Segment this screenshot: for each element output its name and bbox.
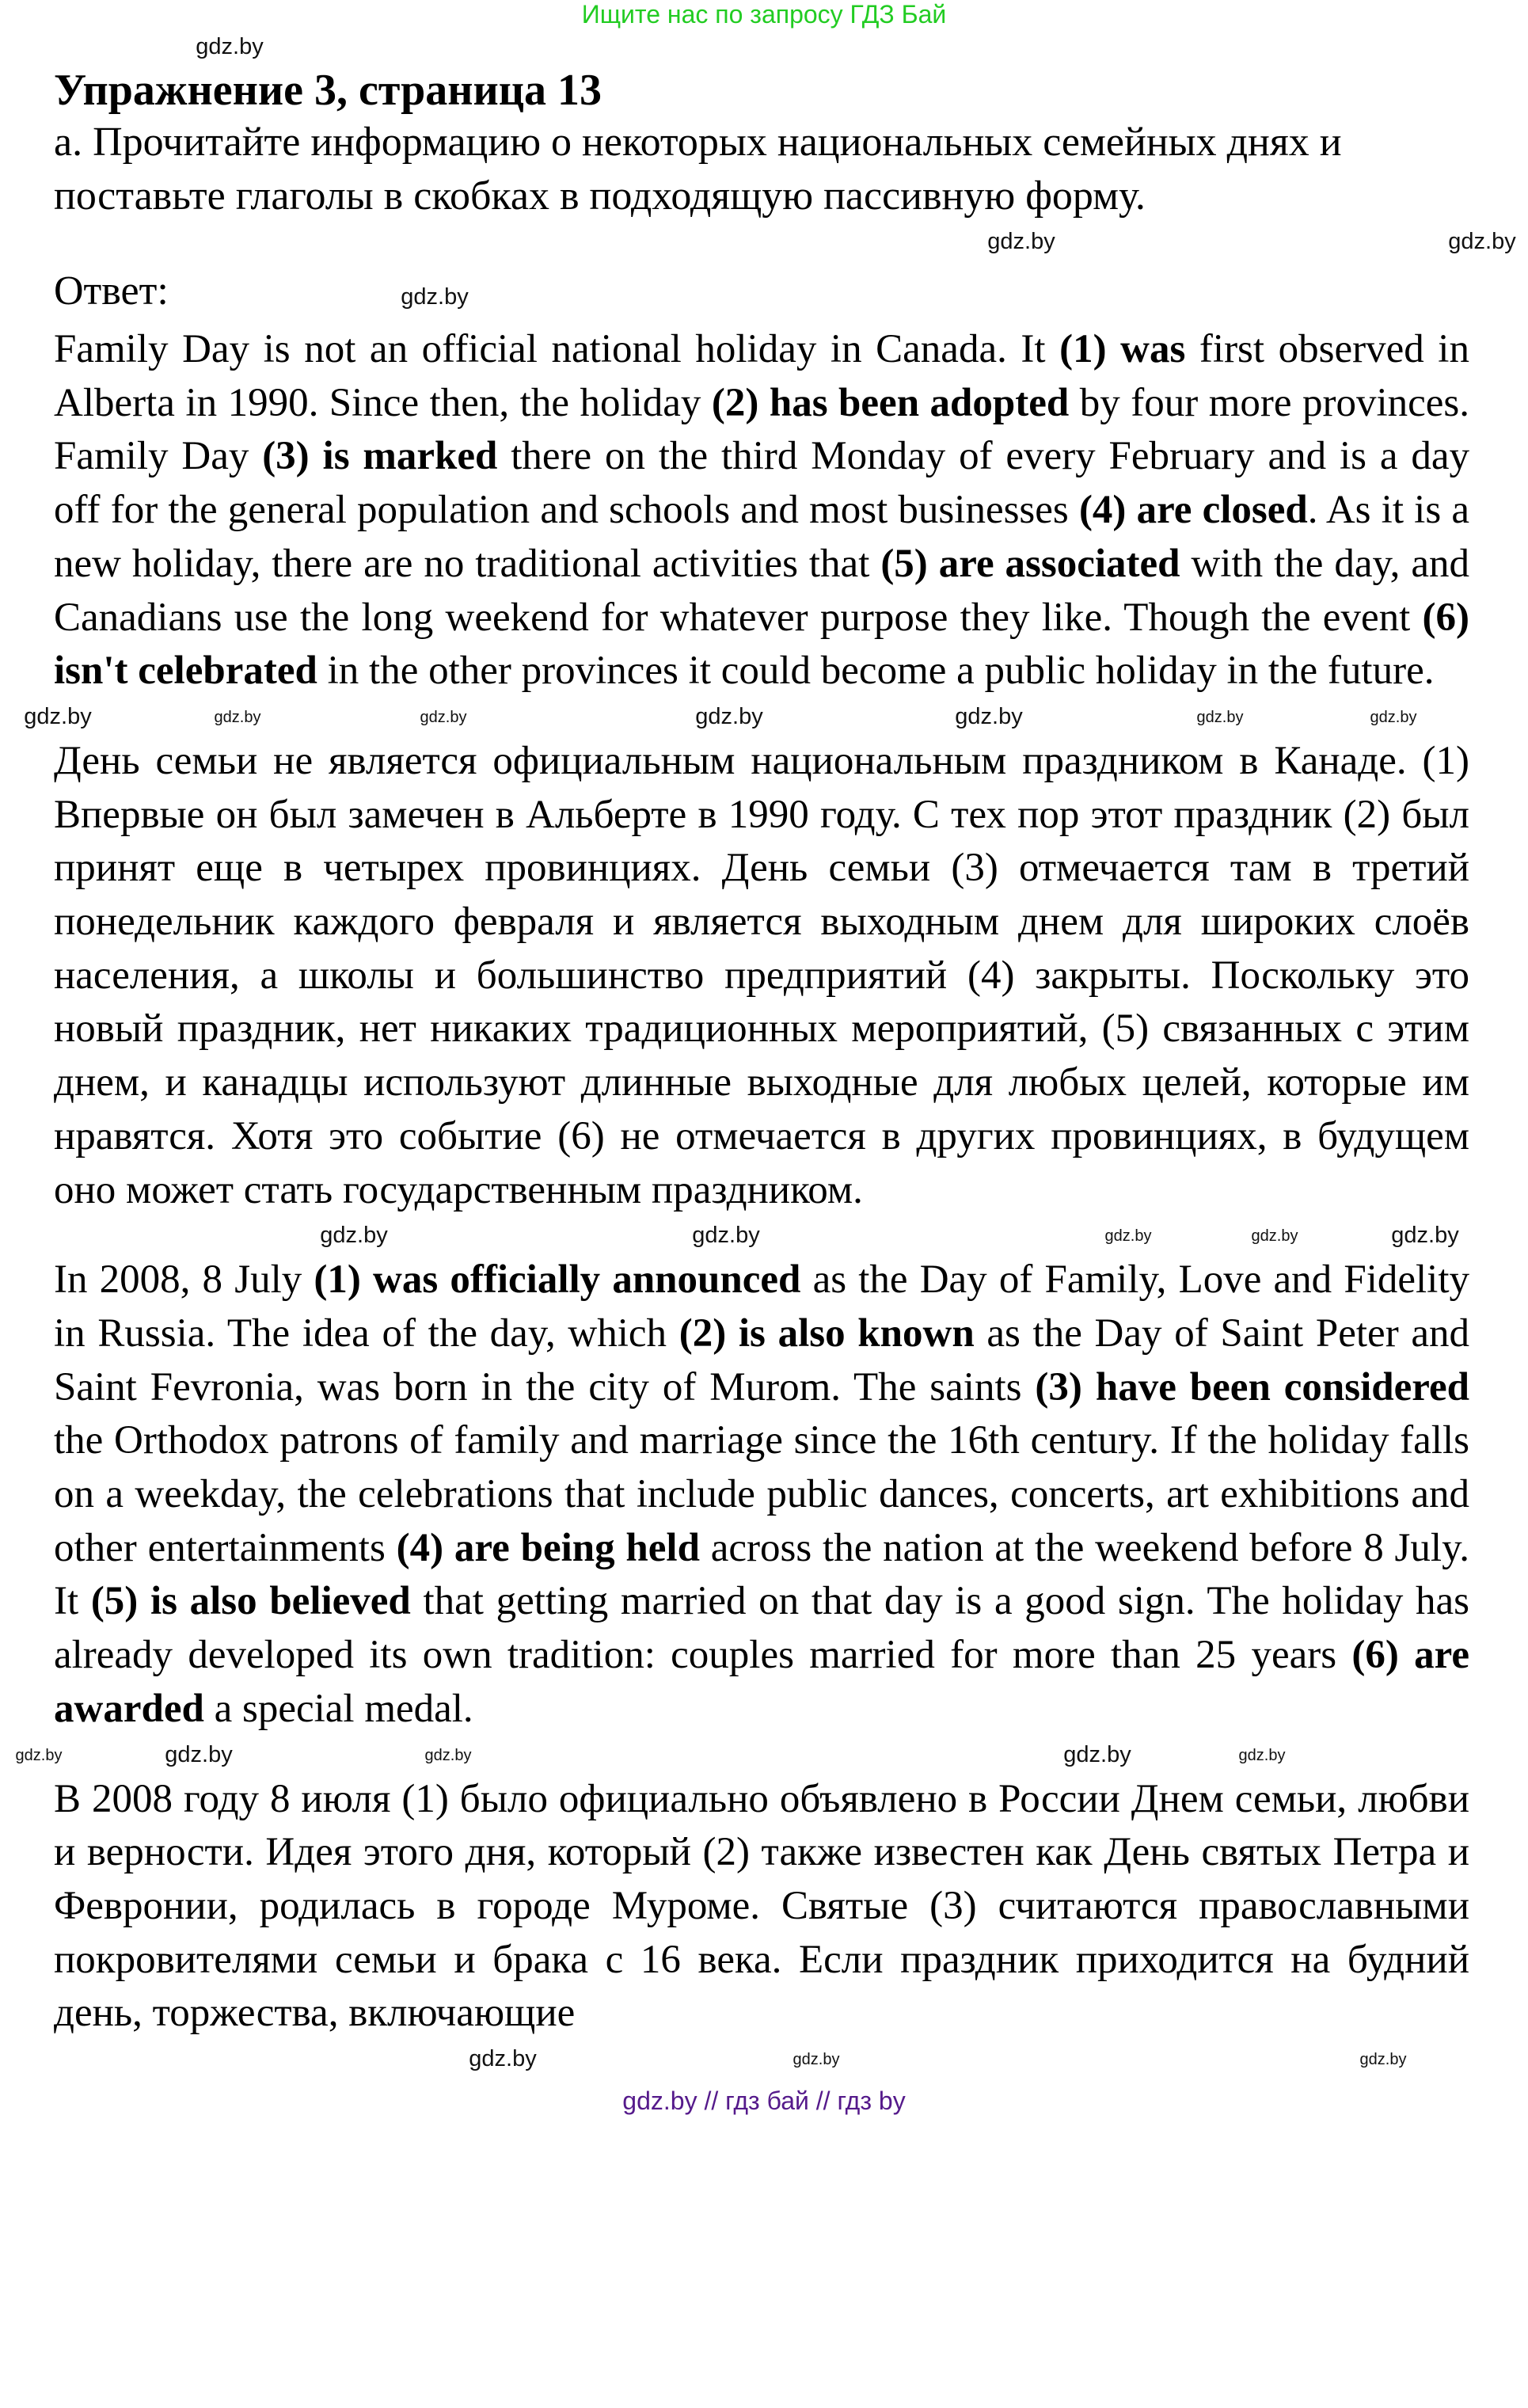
exercise-instruction: a. Прочитайте информацию о некоторых национальных семейных днях и поставьте глаголы в скобках в подходящую пассивную форму. [54, 120, 1342, 219]
text-segment: by four more provinces. Family Day [54, 380, 1469, 479]
text-segment: In 2008, 8 July [54, 1257, 314, 1303]
watermark: gdz.by [1251, 1227, 1298, 1246]
text-segment: there on the third Monday of every February and is a day off for the general population and schools and most businesses [54, 434, 1469, 533]
watermark: gdz.by [469, 2046, 537, 2072]
answer-verb: (6) are awarded [54, 1633, 1470, 1731]
footer-links[interactable]: gdz.by // гдз бай // гдз by [622, 2087, 906, 2116]
answer-line [0, 260, 1528, 323]
text-segment: first observed in Alberta in 1990. Since then, the holiday [54, 327, 1469, 425]
text-segment: the Orthodox patrons of family and marriage since the 16th century. If the holiday falls on a weekday, the celebrations that include public dances, concerts, art exhibitions and other entertainments [54, 1418, 1469, 1570]
watermark: gdz.by [1359, 2051, 1407, 2069]
watermark: gdz.by [987, 229, 1055, 254]
text-segment: as the Day of Saint Peter and Saint Fevronia, was born in the city of Murom. The saints [54, 1311, 1469, 1409]
watermark: gdz.by [24, 703, 92, 729]
text-segment: in the other provinces it could become a public holiday in the future. [317, 649, 1435, 694]
watermark-row [0, 1217, 1528, 1253]
text-segment: a special medal. [203, 1686, 473, 1731]
watermark: gdz.by [214, 708, 261, 726]
paragraph-canada-en [54, 323, 1469, 698]
paragraph-canada-ru [54, 735, 1469, 1217]
watermark-row [0, 698, 1528, 735]
answer-verb: (3) is marked [262, 434, 498, 479]
answer-verb: (2) has been adopted [711, 380, 1070, 425]
watermark: gdz.by [320, 1223, 388, 1249]
answer-verb: (5) are associated [880, 541, 1180, 586]
text-segment: that getting married on that day is a good sign. The holiday has already developed its own tradition: couples married for more than 25 years [54, 1579, 1469, 1678]
text-segment: with the day, and Canadians use the long weekend for whatever purpose they like. Though the event [54, 541, 1470, 640]
watermark: gdz.by [1391, 1223, 1459, 1249]
text-segment: День семьи не является официальным национальным праздником в Канаде. (1) Впервые он был замечен в Альберте в 1990 году. С тех пор этот праздник (2) был принят еще в четырех провинциях. День семьи (3) отмечается там в третий понедельник каждого февраля и является выходным днем для широких слоёв населения, а школы и большинство предприятий (4) закрыты. Поскольку это новый праздник, нет никаких традиционных мероприятий, (5) связанных с этим днем, и канадцы используют длинные выходные для любых целей, которые им нравятся. Хотя это событие (6) не отмечается в других провинциях, в будущем оно может стать государственным праздником. [54, 738, 1469, 1212]
answer-verb: (5) is also believed [90, 1579, 411, 1624]
watermark: gdz.by [1370, 708, 1417, 726]
watermark: gdz.by [401, 284, 469, 310]
watermark: gdz.by [955, 703, 1023, 729]
watermark: gdz.by [695, 703, 763, 729]
answer-verb: (4) are closed [1078, 488, 1308, 533]
answer-verb: (6) isn't celebrated [54, 595, 1469, 694]
page-title: Упражнение 3, страница 13 [54, 66, 602, 115]
watermark: gdz.by [15, 1746, 63, 1764]
text-segment: across the nation at the weekend before 8 July. It [54, 1525, 1470, 1624]
watermark: gdz.by [1104, 1227, 1152, 1246]
watermark-row [0, 223, 1528, 260]
text-segment: Family Day is not an official national holiday in Canada. It [54, 327, 1060, 371]
text-segment: В 2008 году 8 июля (1) было официально объявлено в России Днем семьи, любви и верности. Идея этого дня, который (2) также известен как День святых Петра и Февронии, родилась в городе Муроме. Святые (3) считаются православными покровителями семьи и брака с 16 века. Если праздник приходится на будний день, торжества, включающие [54, 1776, 1469, 2036]
paragraph-russia-en [54, 1253, 1469, 1736]
watermark-row [0, 29, 1528, 65]
text-segment: as the Day of Family, Love and Fidelity in Russia. The idea of the day, which [54, 1257, 1470, 1356]
search-banner: Ищите нас по запросу ГДЗ Бай [581, 0, 947, 29]
watermark: gdz.by [692, 1223, 760, 1249]
answer-verb: (3) have been considered [1035, 1364, 1469, 1409]
watermark: gdz.by [1063, 1741, 1131, 1767]
watermark: gdz.by [1196, 708, 1244, 726]
watermark: gdz.by [196, 34, 264, 59]
answer-verb: (1) was officially announced [314, 1257, 801, 1303]
watermark: gdz.by [1448, 229, 1516, 254]
answer-verb: (1) was [1059, 327, 1186, 371]
watermark-row [0, 1737, 1528, 1773]
answer-verb: (2) is also known [678, 1311, 975, 1356]
watermark-row [0, 2041, 1528, 2077]
watermark: gdz.by [424, 1746, 472, 1764]
watermark: gdz.by [1238, 1746, 1286, 1764]
answer-label: Ответ: [54, 268, 169, 314]
watermark: gdz.by [793, 2051, 840, 2069]
watermark: gdz.by [420, 708, 467, 726]
watermark: gdz.by [165, 1741, 233, 1767]
answer-verb: (4) are being held [396, 1525, 700, 1570]
paragraph-russia-ru [54, 1773, 1469, 2041]
text-segment: . As it is a new holiday, there are no traditional activities that [54, 488, 1469, 586]
